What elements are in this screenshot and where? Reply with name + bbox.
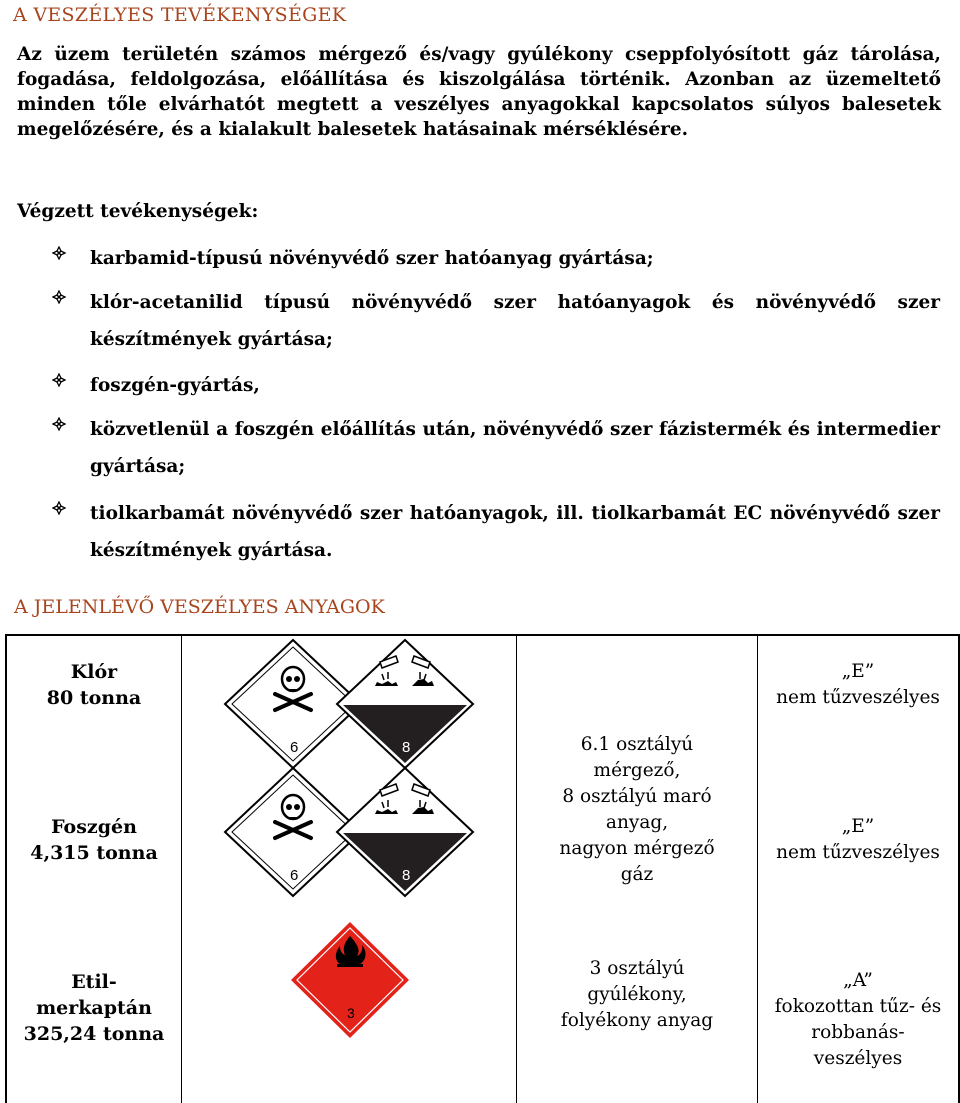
flammable-description (517, 955, 757, 1035)
activity-text: közvetlenül a foszgén előállítás után, növényvédő szer fázistermék és intermedier gyártása; (90, 419, 940, 477)
corrosive-pictogram (330, 764, 480, 900)
section-title-hazardous-activities: A VESZÉLYES TEVÉKENYSÉGEK (13, 4, 347, 26)
section-title-hazardous-substances: A JELENLÉVŐ VESZÉLYES ANYAGOK (14, 596, 385, 618)
desc-line: gyúlékony, (587, 984, 687, 1005)
desc-line: folyékony anyag (560, 1010, 714, 1031)
category-text: fokozottan tűz- és robbanás-veszélyes (774, 996, 942, 1069)
activity-item (52, 367, 940, 404)
desc-line: 3 osztályú (589, 958, 685, 979)
activity-item (52, 284, 940, 358)
substance-name: Etil- (71, 971, 117, 993)
diamond-bullet-icon (52, 417, 66, 431)
category-cell (760, 965, 956, 1075)
substance-cell (7, 968, 181, 1048)
substance-amount: 80 tonna (46, 687, 142, 709)
desc-line: anyag, (605, 812, 669, 833)
activity-item (52, 411, 940, 485)
intro-paragraph: Az üzem területén számos mérgező és/vagy gyúlékony cseppfolyósított gáz tárolása, fogadása, feldolgozása, előállítása és kiszolgálása történik. Azonban az üzemeltető minden tőle elvárhatót megtett a veszélyes anyagokkal kapcsolatos súlyos balesetek megelőzésére, és a kialakult balesetek hatásainak mérséklésére. (17, 44, 941, 140)
category-text: nem tűzveszélyes (776, 687, 940, 708)
activities-label: Végzett tevékenységek: (17, 201, 259, 222)
table-divider (181, 634, 182, 1103)
category-letter: „A” (843, 970, 873, 991)
corrosive-class-number: 8 (402, 867, 411, 884)
substance-amount: 325,24 tonna (23, 1023, 165, 1045)
corrosive-class-number: 8 (402, 739, 411, 756)
activity-text: foszgén-gyártás, (90, 375, 260, 396)
diamond-bullet-icon (52, 501, 66, 515)
desc-line: nagyon mérgező (559, 838, 715, 859)
diamond-bullet-icon (52, 246, 66, 260)
desc-line: 8 osztályú maró (562, 786, 712, 807)
diamond-bullet-icon (52, 290, 66, 304)
desc-line: mérgező, (593, 760, 681, 781)
desc-line: gáz (620, 864, 654, 885)
substance-amount: 4,315 tonna (30, 842, 158, 864)
activity-text: klór-acetanilid típusú növényvédő szer hatóanyagok és növényvédő szer készítmények gyártása; (90, 292, 940, 350)
category-letter: „E” (841, 816, 875, 837)
activity-text: karbamid-típusú növényvédő szer hatóanyag gyártása; (90, 248, 654, 269)
substance-name-cont: merkaptán (36, 997, 152, 1019)
flammable-pictogram (285, 918, 415, 1042)
category-cell (758, 805, 958, 875)
substance-cell (7, 805, 181, 875)
category-cell (758, 650, 958, 720)
table-border-top (5, 634, 960, 636)
category-text: nem tűzveszélyes (776, 842, 940, 863)
toxic-description (517, 730, 757, 890)
desc-line: 6.1 osztályú (580, 734, 694, 755)
substance-cell (7, 650, 181, 720)
toxic-class-number: 6 (290, 739, 299, 756)
substance-name: Foszgén (51, 816, 137, 838)
activity-item (52, 495, 940, 569)
activity-text: tiolkarbamát növényvédő szer hatóanyagok, ill. tiolkarbamát EC növényvédő szer készítmények gyártása. (90, 503, 940, 561)
diamond-bullet-icon (52, 373, 66, 387)
flammable-class-number: 3 (347, 1005, 355, 1021)
corrosive-pictogram (330, 636, 480, 772)
toxic-class-number: 6 (290, 867, 299, 884)
activity-item (52, 240, 940, 277)
category-letter: „E” (841, 661, 875, 682)
substance-name: Klór (70, 661, 118, 683)
